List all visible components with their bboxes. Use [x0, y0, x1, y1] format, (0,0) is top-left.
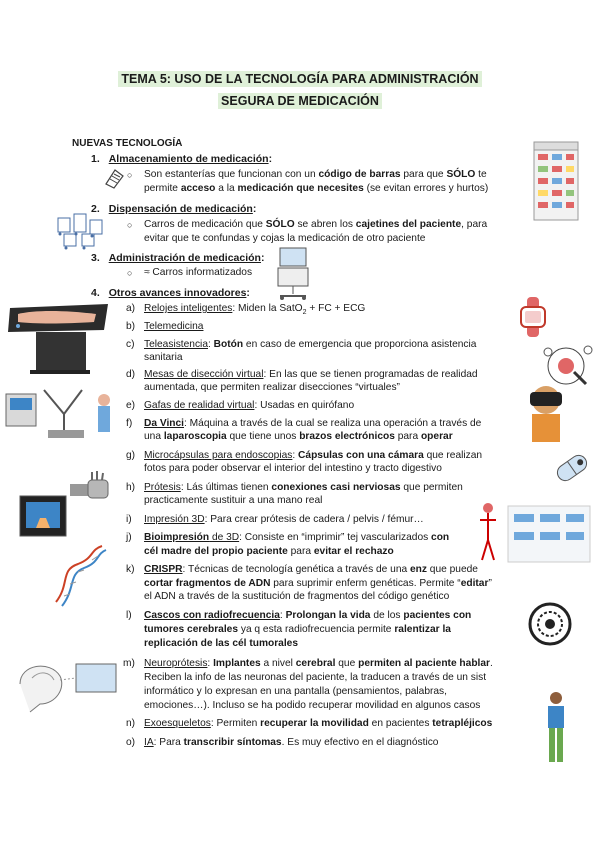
medication-cart-icon: [54, 210, 106, 250]
item-label: Impresión 3D: [144, 514, 205, 525]
title-line-1: TEMA 5: USO DE LA TECNOLOGÍA PARA ADMINISTRACIÓN: [118, 71, 481, 87]
item-n-text: [144, 717, 492, 731]
item-letter: b): [126, 321, 136, 332]
text: Son estanterías que funcionan con un: [144, 169, 319, 180]
item-b-text: [144, 320, 203, 334]
item-letter: g): [126, 450, 136, 461]
dna-icon: [50, 544, 110, 608]
vr-headset-icon: [522, 382, 570, 442]
text: : Para: [153, 737, 184, 748]
text: operar: [420, 431, 453, 442]
text: : Miden la SatO: [232, 303, 303, 314]
item-i: [126, 513, 132, 527]
item-letter: m): [123, 658, 135, 669]
prosthetic-hand-icon: [66, 470, 112, 506]
item-j-line2: [144, 545, 394, 559]
item-c-text: [144, 338, 524, 352]
text: que: [335, 658, 359, 669]
text: código de barras: [318, 169, 401, 180]
text: enz: [409, 564, 427, 575]
item-letter: l): [126, 610, 132, 621]
item-h-text: [144, 481, 524, 495]
text: : Usadas en quirófano: [254, 400, 355, 411]
text: : Lás últimas tienen: [180, 482, 272, 493]
item-label: Gafas de realidad virtual: [144, 400, 255, 411]
text: :: [292, 450, 299, 461]
item-m-text: [144, 657, 544, 671]
text: : Permiten: [210, 718, 261, 729]
exoskeleton-icon: [536, 690, 576, 766]
computer-cart-icon: [272, 244, 312, 302]
text: + FC + ECG: [306, 303, 366, 314]
item-f-text: [144, 417, 524, 431]
section-colon: :: [268, 153, 273, 165]
item-a-text: [144, 302, 365, 320]
text: para que: [400, 169, 447, 180]
item-label: Mesas de disección virtual: [144, 369, 264, 380]
item-m-line2: Reciben la info de las neuronas del paciente, la traducen a través de un sist: [144, 672, 487, 683]
section-4: [91, 287, 250, 299]
smartwatch-icon: [515, 297, 551, 337]
text: que tiene unos: [226, 431, 300, 442]
text: de los: [370, 610, 404, 621]
item-letter: n): [126, 718, 136, 729]
item-letter: d): [126, 369, 136, 380]
page-title: [0, 70, 600, 88]
item-letter: h): [126, 482, 136, 493]
section-1-text: [144, 168, 584, 182]
text: editar: [460, 578, 489, 589]
robot-surgery-icon: [4, 384, 119, 446]
item-m: [123, 657, 135, 671]
text: : En las que se tienen programadas de realidad: [263, 369, 478, 380]
section-2-text: [144, 218, 594, 232]
text: brazos electrónicos: [299, 431, 395, 442]
text: cajetines del paciente: [355, 219, 462, 230]
text: permite: [144, 183, 181, 194]
item-label: IA: [144, 737, 154, 748]
item-g-text: [144, 449, 534, 463]
item-label: Telemedicina: [144, 321, 204, 332]
text: conexiones casi nerviosas: [271, 482, 401, 493]
text: medicación que necesites: [237, 183, 364, 194]
section-number: 2.: [91, 203, 100, 215]
page-subtitle: [0, 92, 600, 110]
item-k: [126, 563, 135, 577]
bullet-3: [127, 266, 132, 281]
section-number: 4.: [91, 287, 100, 299]
section-label: Almacenamiento de medicación: [108, 153, 269, 165]
teleassistance-icon: [540, 340, 596, 388]
text: te: [475, 169, 487, 180]
item-l-line3: [144, 637, 298, 651]
text: : Consiste en “imprimir” tej vascularizados: [239, 532, 432, 543]
text: replicación de las cél tumorales: [144, 638, 299, 649]
item-label: Microcápsulas para endoscopias: [144, 450, 293, 461]
item-n: [126, 717, 135, 731]
text: : Para crear prótesis de cadera / pelvis / fémur…: [204, 514, 424, 525]
text: para: [287, 546, 314, 557]
3d-printer-icon: [16, 492, 72, 540]
text: que permiten: [400, 482, 463, 493]
item-j-text: [144, 531, 489, 545]
item-label-2: de 3D: [209, 532, 240, 543]
item-k-line3: el ADN a través de la sustitución de fragmentos del código genético: [144, 591, 450, 602]
neuroprosthesis-icon: [10, 654, 120, 716]
text: cortar fragmentos de ADN: [144, 578, 271, 589]
item-f: [126, 417, 132, 431]
text: con: [431, 532, 450, 543]
text: . Es muy efectivo en el diagnóstico: [281, 737, 439, 748]
item-letter: k): [126, 564, 135, 575]
brain-helmet-icon: [526, 600, 574, 648]
item-d-line2: aumentada, que permiten realizar disecciones “virtuales”: [144, 382, 400, 393]
item-c-line2: sanitaria: [144, 352, 183, 363]
item-i-text: [144, 513, 424, 527]
item-label: Teleasistencia: [144, 339, 208, 350]
item-label: Cascos con radiofrecuencia: [144, 610, 280, 621]
text: Cápsulas con una cámara: [298, 450, 424, 461]
item-label: Neuroprótesis: [144, 658, 208, 669]
section-colon: :: [246, 287, 250, 299]
section-heading: NUEVAS TECNOLOGÍA: [72, 138, 183, 149]
item-label: CRISPR: [144, 564, 183, 575]
item-letter: e): [126, 400, 136, 411]
item-l: [126, 609, 132, 623]
text: Botón: [213, 339, 244, 350]
text: tumores cerebrales: [144, 624, 239, 635]
item-k-text: [144, 563, 524, 577]
text: Carros de medicación que: [144, 219, 266, 230]
section-3-text: ≈ Carros informatizados: [144, 267, 253, 278]
text: a nivel: [260, 658, 296, 669]
item-l-text: [144, 609, 524, 623]
medication-shelf-icon: [530, 140, 585, 222]
item-d-text: [144, 368, 524, 382]
item-o-text: [144, 736, 438, 750]
capsule-camera-icon: [550, 446, 594, 490]
text: 2: [302, 309, 307, 317]
item-c: [126, 338, 135, 352]
section-number: 1.: [91, 153, 100, 165]
text: Implantes: [213, 658, 261, 669]
text: que realizan: [423, 450, 483, 461]
bioprinting-icon: [474, 500, 594, 566]
bullet-symbol: ○: [127, 268, 133, 278]
dissection-table-icon: [4, 300, 114, 380]
text: : Técnicas de tecnología genética a través de una: [182, 564, 410, 575]
item-g-line2: fotos para poder observar el interior del intestino y tracto digestivo: [144, 463, 442, 474]
section-label: Administración de medicación: [108, 252, 261, 264]
text: ”: [488, 578, 492, 589]
text: cerebral: [295, 658, 336, 669]
text: :: [279, 610, 286, 621]
item-b: [126, 320, 135, 334]
item-d: [126, 368, 135, 382]
item-k-line2: [144, 577, 544, 591]
text: , para: [461, 219, 488, 230]
item-label: Exoesqueletos: [144, 718, 211, 729]
text: una: [144, 431, 164, 442]
item-g: [126, 449, 135, 463]
text: que puede: [426, 564, 478, 575]
section-label: Otros avances innovadores: [108, 287, 247, 299]
text: acceso: [180, 183, 216, 194]
section-2-text-line2: [144, 232, 584, 246]
item-o: [126, 736, 135, 750]
text: cél madre del propio paciente: [144, 546, 288, 557]
section-number: 3.: [91, 252, 100, 264]
text: en caso de emergencia que proporciona asistencia: [243, 339, 477, 350]
item-letter: f): [126, 418, 133, 429]
section-3: [91, 252, 264, 264]
item-letter: j): [126, 532, 132, 543]
text: SÓLO: [446, 169, 476, 180]
item-letter: a): [126, 303, 136, 314]
item-letter: c): [126, 339, 135, 350]
text: a la: [215, 183, 238, 194]
item-label: Relojes inteligentes: [144, 303, 233, 314]
section-label: Dispensación de medicación: [108, 203, 253, 215]
item-e: [126, 399, 135, 413]
item-a: [126, 302, 135, 316]
text: .: [490, 658, 493, 669]
section-1: [91, 153, 272, 165]
item-letter: i): [126, 514, 132, 525]
item-l-line2: [144, 623, 451, 637]
item-e-text: [144, 399, 354, 413]
section-colon: :: [260, 252, 265, 264]
item-letter: o): [126, 737, 136, 748]
bullet-symbol: ○: [127, 170, 133, 180]
text: pacientes con: [403, 610, 472, 621]
text: ralentizar la: [394, 624, 451, 635]
text: : Máquina a través de la cual se realiza una operación a través de: [184, 418, 482, 429]
item-h: [126, 481, 135, 495]
item-h-line2: practicamente sustituir a una mano real: [144, 495, 323, 506]
text: evitar el rechazo: [313, 546, 394, 557]
item-m-line4: emociones…). Incluso se ha podido recuperar movilidad en algunos casos: [144, 700, 481, 711]
bullet-2: [127, 218, 132, 233]
bullet-1: [127, 168, 132, 183]
text: transcribir síntomas: [183, 737, 282, 748]
section-2: [91, 203, 256, 215]
text: recuperar la movilidad: [260, 718, 369, 729]
text: Prolongan la vida: [285, 610, 371, 621]
text: para: [394, 431, 421, 442]
text: se abren los: [294, 219, 356, 230]
text: permiten al paciente hablar: [358, 658, 491, 669]
section-1-text-line2: [144, 182, 584, 196]
text: para suprimir enferm genéticas. Permite “: [270, 578, 461, 589]
text: evitar que te confundas y cojas la medicación de otro paciente: [144, 233, 426, 244]
item-label: Da Vinci: [144, 418, 185, 429]
text: en pacientes: [368, 718, 433, 729]
item-label: Prótesis: [144, 482, 181, 493]
item-f-line2: [144, 430, 453, 444]
bullet-symbol: ○: [127, 220, 133, 230]
item-label: Bioimpresión: [144, 532, 210, 543]
text: :: [207, 658, 214, 669]
text: SÓLO: [265, 219, 295, 230]
item-j: [126, 531, 132, 545]
text: :: [208, 339, 214, 350]
section-colon: :: [252, 203, 257, 215]
item-m-line3: informático y lo expresan en una pantalla (pensamientos, palabras,: [144, 686, 447, 697]
title-line-2: SEGURA DE MEDICACIÓN: [218, 93, 382, 109]
text: laparoscopia: [163, 431, 227, 442]
text: ya q esta radiofrecuencia permite: [238, 624, 395, 635]
text: (se evitan errores y hurtos): [363, 183, 489, 194]
barcode-scanner-icon: [103, 166, 127, 190]
text: tetrapléjicos: [432, 718, 493, 729]
